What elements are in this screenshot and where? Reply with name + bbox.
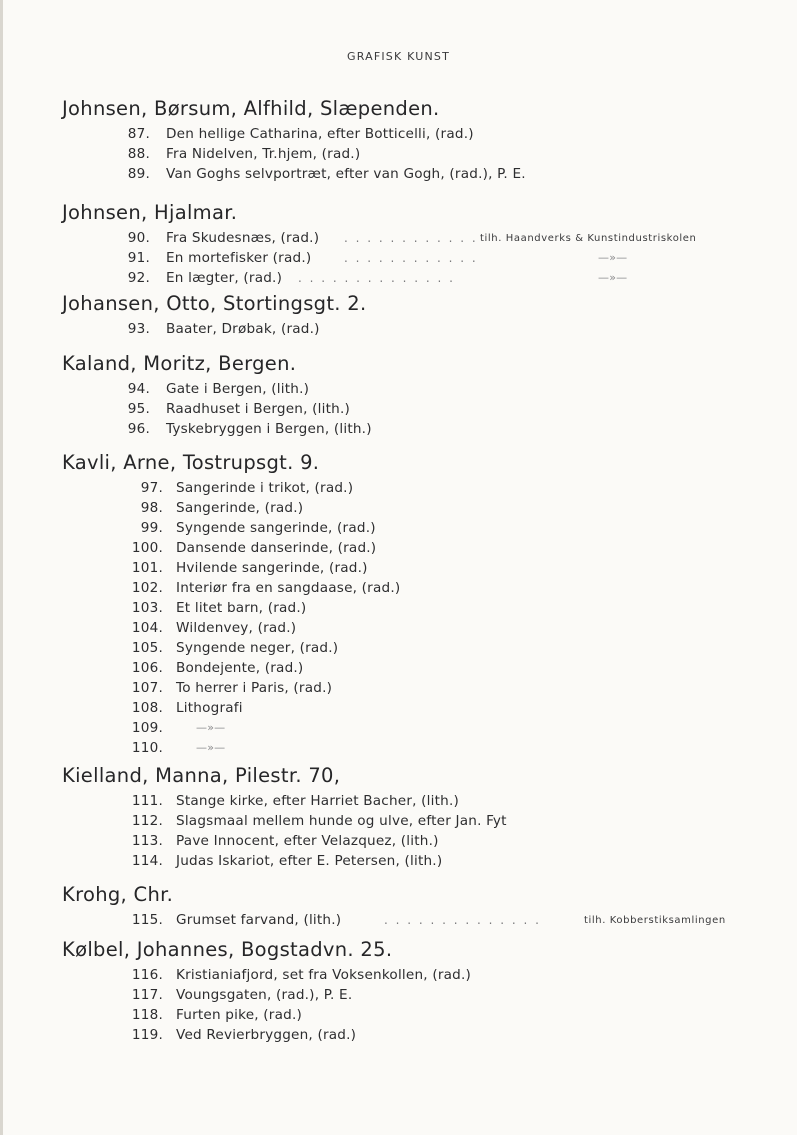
catalog-entry bbox=[62, 638, 782, 658]
catalog-entry bbox=[62, 419, 782, 439]
entry-number: 93. bbox=[127, 321, 150, 337]
entry-number: 94. bbox=[127, 381, 150, 397]
catalog-entry bbox=[62, 851, 782, 871]
artist-section bbox=[62, 97, 782, 184]
catalog-entry bbox=[62, 578, 782, 598]
catalog-entry bbox=[62, 678, 782, 698]
entry-number: 107. bbox=[131, 680, 163, 696]
catalog-entry bbox=[62, 124, 782, 144]
dot-leader: . . . . . . . . . . . . . . bbox=[384, 913, 541, 927]
entry-number: 96. bbox=[127, 421, 150, 437]
catalog-entry bbox=[62, 598, 782, 618]
entry-number: 108. bbox=[131, 700, 163, 716]
entry-number: 95. bbox=[127, 401, 150, 417]
entry-title: Voungsgaten, (rad.), P. E. bbox=[176, 987, 353, 1003]
entry-title: Sangerinde, (rad.) bbox=[176, 500, 304, 516]
entry-number: 98. bbox=[140, 500, 163, 516]
entry-title: Den hellige Catharina, efter Botticelli, (rad.) bbox=[166, 126, 474, 142]
entry-title: Fra Skudesnæs, (rad.) bbox=[166, 230, 320, 246]
entry-title: Et litet barn, (rad.) bbox=[176, 600, 307, 616]
catalog-entry bbox=[62, 1005, 782, 1025]
catalog-entry bbox=[62, 478, 782, 498]
entry-number: 99. bbox=[140, 520, 163, 536]
catalog-entry bbox=[62, 965, 782, 985]
catalog-entry bbox=[62, 738, 782, 758]
entry-title: Slagsmaal mellem hunde og ulve, efter Jan. Fyt bbox=[176, 813, 507, 829]
entry-number: 119. bbox=[131, 1027, 163, 1043]
catalog-entry bbox=[62, 718, 782, 738]
catalog-entry bbox=[62, 658, 782, 678]
entry-number: 88. bbox=[127, 146, 150, 162]
entry-title: Van Goghs selvportræt, efter van Gogh, (rad.), P. E. bbox=[166, 166, 526, 182]
entry-title: Lithografi bbox=[176, 700, 243, 716]
artist-section bbox=[62, 938, 782, 1045]
artist-section bbox=[62, 883, 782, 930]
owner-note: tilh. Haandverks & Kunstindustriskolen bbox=[480, 233, 697, 244]
entry-number: 103. bbox=[131, 600, 163, 616]
catalog-entry bbox=[62, 144, 782, 164]
page-header: GRAFISK KUNST bbox=[346, 50, 450, 63]
catalog-entry bbox=[62, 985, 782, 1005]
entry-title: Kristianiafjord, set fra Voksenkollen, (rad.) bbox=[176, 967, 471, 983]
entry-title: Raadhuset i Bergen, (lith.) bbox=[166, 401, 350, 417]
catalog-entry bbox=[62, 698, 782, 718]
entry-number: 101. bbox=[131, 560, 163, 576]
catalog-entry bbox=[62, 518, 782, 538]
entry-number: 97. bbox=[140, 480, 163, 496]
entry-title: Syngende neger, (rad.) bbox=[176, 640, 339, 656]
entry-number: 91. bbox=[127, 250, 150, 266]
catalog-entry bbox=[62, 538, 782, 558]
entry-title: Baater, Drøbak, (rad.) bbox=[166, 321, 320, 337]
artist-section bbox=[62, 292, 782, 339]
catalog-entry bbox=[62, 164, 782, 184]
catalog-entry bbox=[62, 811, 782, 831]
catalog-entry bbox=[62, 1025, 782, 1045]
entry-number: 111. bbox=[131, 793, 163, 809]
page-edge bbox=[0, 0, 3, 1135]
entry-number: 114. bbox=[131, 853, 163, 869]
entry-number: 87. bbox=[127, 126, 150, 142]
entry-title: Ved Revierbryggen, (rad.) bbox=[176, 1027, 357, 1043]
entry-title: —»— bbox=[196, 741, 226, 754]
dot-leader: . . . . . . . . . . . . bbox=[344, 231, 478, 245]
entry-title: Fra Nidelven, Tr.hjem, (rad.) bbox=[166, 146, 361, 162]
entry-title: Wildenvey, (rad.) bbox=[176, 620, 297, 636]
catalog-entry bbox=[62, 268, 782, 288]
artist-heading: Johnsen, Børsum, Alfhild, Slæpenden. bbox=[62, 97, 440, 120]
catalog-entry bbox=[62, 558, 782, 578]
entry-title: Sangerinde i trikot, (rad.) bbox=[176, 480, 354, 496]
entry-number: 92. bbox=[127, 270, 150, 286]
catalog-entry bbox=[62, 399, 782, 419]
artist-section bbox=[62, 201, 782, 288]
catalog-entry bbox=[62, 831, 782, 851]
entry-title: Judas Iskariot, efter E. Petersen, (lith.) bbox=[176, 853, 443, 869]
entry-number: 104. bbox=[131, 620, 163, 636]
entry-number: 100. bbox=[131, 540, 163, 556]
entry-title: Grumset farvand, (lith.) bbox=[176, 912, 342, 928]
catalog-entry bbox=[62, 910, 782, 930]
artist-section bbox=[62, 764, 782, 871]
entry-title: Furten pike, (rad.) bbox=[176, 1007, 302, 1023]
owner-note: tilh. Kobberstiksamlingen bbox=[584, 915, 726, 926]
catalog-entry bbox=[62, 248, 782, 268]
entry-title: En mortefisker (rad.) bbox=[166, 250, 312, 266]
entry-title: En lægter, (rad.) bbox=[166, 270, 283, 286]
artist-section bbox=[62, 451, 782, 758]
artist-heading: Kavli, Arne, Tostrupsgt. 9. bbox=[62, 451, 320, 474]
dot-leader: . . . . . . . . . . . . bbox=[344, 251, 478, 265]
entry-title: Stange kirke, efter Harriet Bacher, (lith.) bbox=[176, 793, 460, 809]
ditto-mark: —»— bbox=[598, 271, 628, 284]
catalog-entry bbox=[62, 791, 782, 811]
entry-number: 105. bbox=[131, 640, 163, 656]
entry-title: Syngende sangerinde, (rad.) bbox=[176, 520, 376, 536]
entry-title: Gate i Bergen, (lith.) bbox=[166, 381, 310, 397]
artist-heading: Kølbel, Johannes, Bogstadvn. 25. bbox=[62, 938, 393, 961]
catalog-entry bbox=[62, 379, 782, 399]
ditto-mark: —»— bbox=[598, 251, 628, 264]
entry-title: Tyskebryggen i Bergen, (lith.) bbox=[166, 421, 372, 437]
entry-title: —»— bbox=[196, 721, 226, 734]
entry-title: Interiør fra en sangdaase, (rad.) bbox=[176, 580, 401, 596]
entry-number: 102. bbox=[131, 580, 163, 596]
catalog-entry bbox=[62, 228, 782, 248]
artist-heading: Johnsen, Hjalmar. bbox=[62, 201, 238, 224]
entry-number: 90. bbox=[127, 230, 150, 246]
catalog-entry bbox=[62, 618, 782, 638]
entry-title: Pave Innocent, efter Velazquez, (lith.) bbox=[176, 833, 439, 849]
artist-heading: Krohg, Chr. bbox=[62, 883, 174, 906]
entry-number: 117. bbox=[131, 987, 163, 1003]
entry-number: 112. bbox=[131, 813, 163, 829]
entry-number: 106. bbox=[131, 660, 163, 676]
entry-number: 89. bbox=[127, 166, 150, 182]
catalog-entry bbox=[62, 498, 782, 518]
entry-title: To herrer i Paris, (rad.) bbox=[176, 680, 333, 696]
entry-number: 109. bbox=[131, 720, 163, 736]
entry-title: Bondejente, (rad.) bbox=[176, 660, 304, 676]
entry-title: Dansende danserinde, (rad.) bbox=[176, 540, 377, 556]
entry-number: 115. bbox=[131, 912, 163, 928]
artist-heading: Johansen, Otto, Stortingsgt. 2. bbox=[62, 292, 367, 315]
catalog-entry bbox=[62, 319, 782, 339]
entry-number: 113. bbox=[131, 833, 163, 849]
entry-number: 116. bbox=[131, 967, 163, 983]
dot-leader: . . . . . . . . . . . . . . bbox=[298, 271, 455, 285]
entry-title: Hvilende sangerinde, (rad.) bbox=[176, 560, 368, 576]
artist-heading: Kielland, Manna, Pilestr. 70, bbox=[62, 764, 341, 787]
entry-number: 118. bbox=[131, 1007, 163, 1023]
artist-section bbox=[62, 352, 782, 439]
artist-heading: Kaland, Moritz, Bergen. bbox=[62, 352, 297, 375]
entry-number: 110. bbox=[131, 740, 163, 756]
